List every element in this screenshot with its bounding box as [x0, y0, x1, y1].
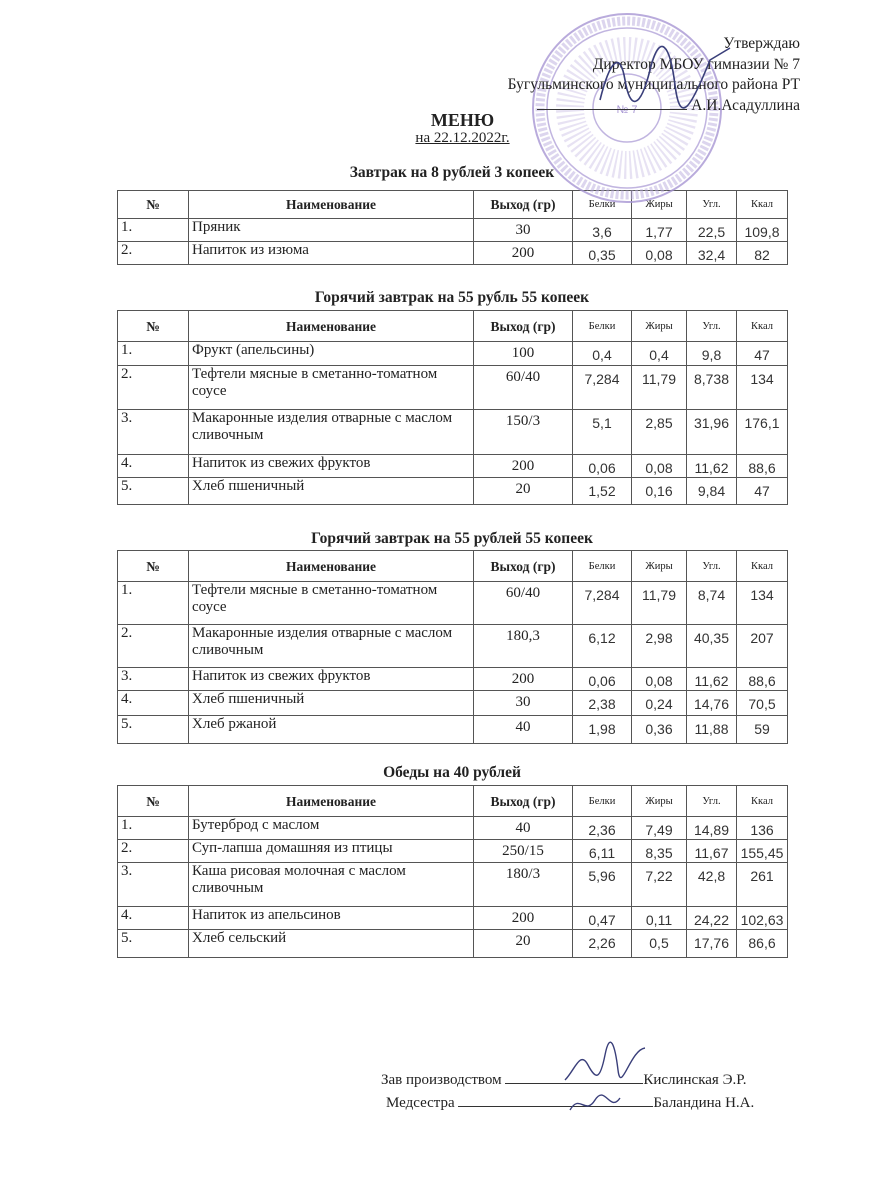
- item-kcal: 59: [737, 716, 788, 744]
- item-carbs: 24,22: [687, 907, 737, 930]
- column-header: Белки: [573, 191, 632, 219]
- column-header: Угл.: [687, 311, 737, 342]
- menu-date: на 22.12.2022г.: [415, 130, 510, 146]
- table-row: [118, 455, 788, 478]
- item-fat: 7,49: [632, 817, 687, 840]
- column-header: Наименование: [189, 551, 474, 582]
- item-number: 3.: [118, 668, 189, 691]
- item-yield: 200: [474, 668, 573, 691]
- signature-role: Зав производством: [381, 1072, 502, 1088]
- item-protein: 2,36: [573, 817, 632, 840]
- column-header: Угл.: [687, 786, 737, 817]
- item-fat: 0,08: [632, 242, 687, 265]
- item-fat: 11,79: [632, 582, 687, 625]
- item-kcal: 109,8: [737, 219, 788, 242]
- item-number: 1.: [118, 582, 189, 625]
- item-yield: 20: [474, 478, 573, 505]
- item-name: Макаронные изделия отварные с маслом сливочным: [189, 625, 474, 668]
- item-name: Напиток из изюма: [189, 242, 474, 265]
- approval-line: Утверждаю: [723, 35, 800, 52]
- section-title: Горячий завтрак на 55 рублей 55 копеек: [311, 530, 593, 547]
- nurse-signature: [565, 1088, 625, 1118]
- column-header: Белки: [573, 311, 632, 342]
- item-name: Тефтели мясные в сметанно-томатном соусе: [189, 582, 474, 625]
- signature-role: Медсестра: [386, 1095, 455, 1111]
- item-protein: 0,06: [573, 668, 632, 691]
- item-number: 4.: [118, 691, 189, 716]
- column-header: Ккал: [737, 551, 788, 582]
- approval-line: Директор МБОУ гимназии № 7: [592, 55, 800, 73]
- item-name: Хлеб ржаной: [189, 716, 474, 744]
- item-fat: 0,08: [632, 455, 687, 478]
- item-number: 3.: [118, 410, 189, 455]
- table-row: [118, 907, 788, 930]
- item-fat: 0,4: [632, 342, 687, 366]
- item-carbs: 11,67: [687, 840, 737, 863]
- item-yield: 180,3: [474, 625, 573, 668]
- signature-name: Баландина Н.А.: [653, 1095, 755, 1111]
- item-yield: 200: [474, 455, 573, 478]
- item-carbs: 22,5: [687, 219, 737, 242]
- item-carbs: 17,76: [687, 930, 737, 958]
- column-header: Наименование: [189, 786, 474, 817]
- production-signature: [560, 1040, 650, 1090]
- item-fat: 8,35: [632, 840, 687, 863]
- table-header-row: [118, 311, 788, 342]
- item-name: Хлеб пшеничный: [189, 478, 474, 505]
- item-number: 3.: [118, 863, 189, 907]
- item-protein: 0,06: [573, 455, 632, 478]
- item-kcal: 155,45: [737, 840, 788, 863]
- item-yield: 30: [474, 219, 573, 242]
- column-header: Белки: [573, 551, 632, 582]
- item-number: 2.: [118, 625, 189, 668]
- approval-line: Бугульминского муниципального района РТ: [507, 76, 800, 93]
- column-header: Белки: [573, 786, 632, 817]
- item-yield: 30: [474, 691, 573, 716]
- table-header-row: [118, 786, 788, 817]
- column-header: Наименование: [189, 311, 474, 342]
- item-number: 5.: [118, 478, 189, 505]
- item-yield: 60/40: [474, 366, 573, 410]
- item-carbs: 11,62: [687, 455, 737, 478]
- item-protein: 3,6: [573, 219, 632, 242]
- director-signature: [590, 40, 740, 120]
- item-name: Хлеб пшеничный: [189, 691, 474, 716]
- table-row: [118, 342, 788, 366]
- item-yield: 200: [474, 907, 573, 930]
- table-row: [118, 625, 788, 668]
- item-yield: 180/3: [474, 863, 573, 907]
- item-carbs: 9,84: [687, 478, 737, 505]
- item-kcal: 134: [737, 366, 788, 410]
- item-protein: 6,12: [573, 625, 632, 668]
- item-carbs: 14,89: [687, 817, 737, 840]
- item-kcal: 47: [737, 342, 788, 366]
- column-header: Выход (гр): [474, 311, 573, 342]
- item-protein: 0,4: [573, 342, 632, 366]
- table-row: [118, 930, 788, 958]
- column-header: Наименование: [189, 191, 474, 219]
- item-protein: 1,98: [573, 716, 632, 744]
- section-title: Горячий завтрак на 55 рубль 55 копеек: [314, 289, 590, 306]
- column-header: Угл.: [687, 551, 737, 582]
- column-header: Жиры: [632, 311, 687, 342]
- item-fat: 2,98: [632, 625, 687, 668]
- item-protein: 2,38: [573, 691, 632, 716]
- item-protein: 5,96: [573, 863, 632, 907]
- item-number: 5.: [118, 930, 189, 958]
- item-fat: 1,77: [632, 219, 687, 242]
- item-name: Каша рисовая молочная с маслом сливочным: [189, 863, 474, 907]
- table-row: [118, 668, 788, 691]
- column-header: Выход (гр): [474, 551, 573, 582]
- item-name: Напиток из апельсинов: [189, 907, 474, 930]
- item-protein: 6,11: [573, 840, 632, 863]
- page-title: МЕНЮ: [430, 110, 495, 130]
- column-header: Жиры: [632, 551, 687, 582]
- column-header: №: [118, 786, 189, 817]
- item-kcal: 136: [737, 817, 788, 840]
- item-name: Макаронные изделия отварные с маслом сливочным: [189, 410, 474, 455]
- item-fat: 7,22: [632, 863, 687, 907]
- item-yield: 40: [474, 716, 573, 744]
- item-number: 2.: [118, 840, 189, 863]
- column-header: Жиры: [632, 786, 687, 817]
- item-kcal: 82: [737, 242, 788, 265]
- item-fat: 0,24: [632, 691, 687, 716]
- column-header: №: [118, 311, 189, 342]
- item-number: 4.: [118, 455, 189, 478]
- item-name: Хлеб сельский: [189, 930, 474, 958]
- column-header: Ккал: [737, 191, 788, 219]
- item-kcal: 88,6: [737, 455, 788, 478]
- item-carbs: 40,35: [687, 625, 737, 668]
- item-number: 2.: [118, 366, 189, 410]
- item-yield: 40: [474, 817, 573, 840]
- item-carbs: 32,4: [687, 242, 737, 265]
- item-fat: 0,08: [632, 668, 687, 691]
- item-kcal: 102,63: [737, 907, 788, 930]
- item-kcal: 261: [737, 863, 788, 907]
- column-header: Ккал: [737, 311, 788, 342]
- menu-table: [117, 550, 788, 744]
- item-number: 1.: [118, 219, 189, 242]
- table-row: [118, 582, 788, 625]
- item-fat: 2,85: [632, 410, 687, 455]
- column-header: Угл.: [687, 191, 737, 219]
- item-protein: 2,26: [573, 930, 632, 958]
- item-kcal: 86,6: [737, 930, 788, 958]
- item-yield: 150/3: [474, 410, 573, 455]
- section-title: Завтрак на 8 рублей 3 копеек: [349, 164, 555, 181]
- item-yield: 250/15: [474, 840, 573, 863]
- item-kcal: 134: [737, 582, 788, 625]
- table-row: [118, 817, 788, 840]
- table-row: [118, 691, 788, 716]
- item-protein: 5,1: [573, 410, 632, 455]
- item-number: 1.: [118, 817, 189, 840]
- column-header: Жиры: [632, 191, 687, 219]
- column-header: №: [118, 551, 189, 582]
- item-carbs: 14,76: [687, 691, 737, 716]
- item-protein: 7,284: [573, 582, 632, 625]
- item-number: 5.: [118, 716, 189, 744]
- item-fat: 0,11: [632, 907, 687, 930]
- table-row: [118, 242, 788, 265]
- table-header-row: [118, 551, 788, 582]
- item-carbs: 31,96: [687, 410, 737, 455]
- director-name: А.И.Асадуллина: [691, 96, 800, 114]
- table-row: [118, 410, 788, 455]
- item-yield: 60/40: [474, 582, 573, 625]
- item-name: Напиток из свежих фруктов: [189, 668, 474, 691]
- table-row: [118, 478, 788, 505]
- item-name: Фрукт (апельсины): [189, 342, 474, 366]
- item-carbs: 9,8: [687, 342, 737, 366]
- table-row: [118, 863, 788, 907]
- item-number: 1.: [118, 342, 189, 366]
- table-row: [118, 716, 788, 744]
- column-header: Выход (гр): [474, 191, 573, 219]
- column-header: Выход (гр): [474, 786, 573, 817]
- svg-text:№ 7: № 7: [616, 104, 638, 116]
- column-header: №: [118, 191, 189, 219]
- item-number: 4.: [118, 907, 189, 930]
- item-carbs: 11,88: [687, 716, 737, 744]
- item-carbs: 11,62: [687, 668, 737, 691]
- item-number: 2.: [118, 242, 189, 265]
- item-carbs: 8,74: [687, 582, 737, 625]
- item-carbs: 8,738: [687, 366, 737, 410]
- item-kcal: 47: [737, 478, 788, 505]
- item-kcal: 70,5: [737, 691, 788, 716]
- item-name: Напиток из свежих фруктов: [189, 455, 474, 478]
- item-name: Тефтели мясные в сметанно-томатном соусе: [189, 366, 474, 410]
- item-protein: 0,35: [573, 242, 632, 265]
- item-fat: 11,79: [632, 366, 687, 410]
- item-fat: 0,5: [632, 930, 687, 958]
- item-name: Бутерброд с маслом: [189, 817, 474, 840]
- item-carbs: 42,8: [687, 863, 737, 907]
- column-header: Ккал: [737, 786, 788, 817]
- item-yield: 200: [474, 242, 573, 265]
- item-kcal: 176,1: [737, 410, 788, 455]
- table-row: [118, 840, 788, 863]
- item-fat: 0,16: [632, 478, 687, 505]
- menu-table: [117, 310, 788, 505]
- item-protein: 1,52: [573, 478, 632, 505]
- item-kcal: 207: [737, 625, 788, 668]
- item-protein: 0,47: [573, 907, 632, 930]
- item-yield: 100: [474, 342, 573, 366]
- signature-name: Кислинская Э.Р.: [643, 1072, 747, 1088]
- item-name: Суп-лапша домашняя из птицы: [189, 840, 474, 863]
- item-name: Пряник: [189, 219, 474, 242]
- item-yield: 20: [474, 930, 573, 958]
- item-protein: 7,284: [573, 366, 632, 410]
- section-title: Обеды на 40 рублей: [383, 764, 521, 781]
- table-row: [118, 219, 788, 242]
- menu-table: [117, 785, 788, 958]
- table-row: [118, 366, 788, 410]
- item-fat: 0,36: [632, 716, 687, 744]
- item-kcal: 88,6: [737, 668, 788, 691]
